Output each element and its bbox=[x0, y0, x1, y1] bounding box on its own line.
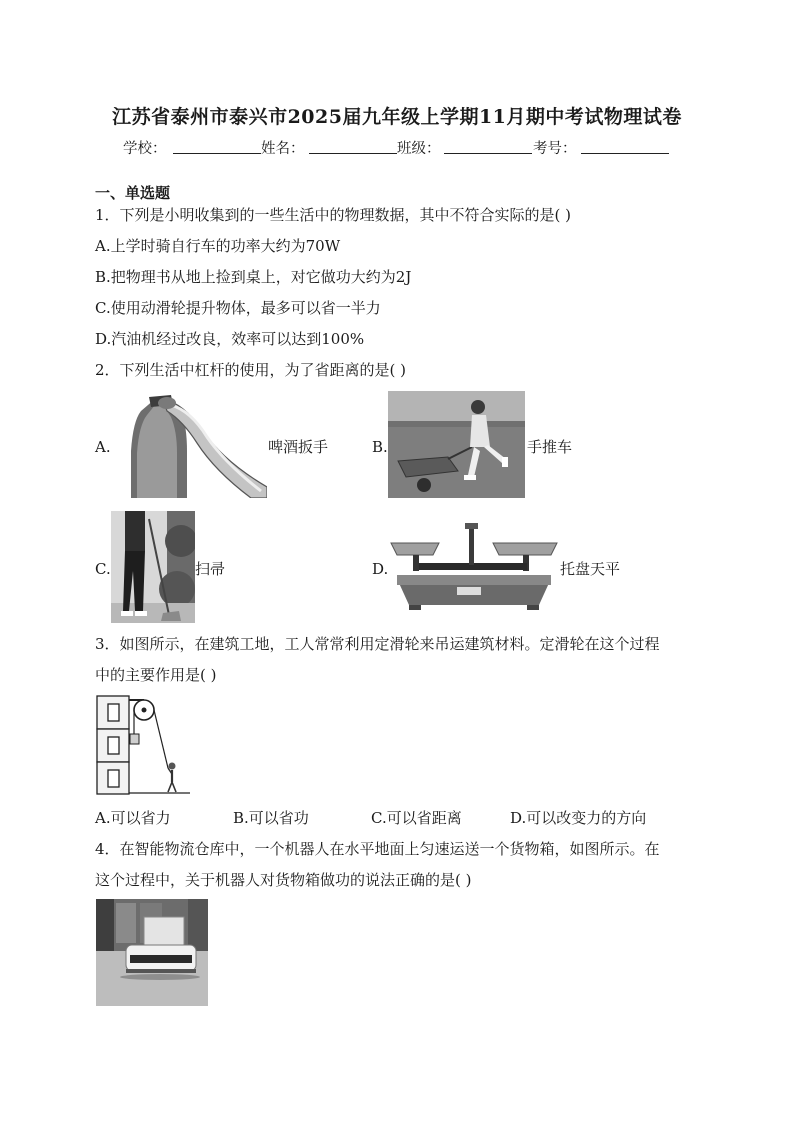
q1-stem: 1．下列是小明收集到的一些生活中的物理数据，其中不符合实际的是( ) bbox=[95, 206, 572, 224]
name-blank[interactable] bbox=[309, 137, 397, 154]
q4-stem-line1: 4．在智能物流仓库中，一个机器人在水平地面上匀速运送一个货物箱，如图所示。在 bbox=[95, 840, 660, 858]
class-label: 班级： bbox=[397, 141, 441, 157]
robot-warehouse-image bbox=[96, 899, 208, 1006]
wheelbarrow-image bbox=[388, 391, 525, 498]
section-heading: 一、单选题 bbox=[95, 184, 171, 202]
q2-option-c-label: 扫帚 bbox=[195, 560, 226, 578]
q2-option-c-letter: C. bbox=[95, 560, 111, 578]
number-label: 考号： bbox=[533, 141, 577, 157]
class-blank[interactable] bbox=[444, 137, 532, 154]
q1-option-d: D.汽油机经过改良，效率可以达到100% bbox=[95, 330, 365, 348]
q4-stem-line2: 这个过程中，关于机器人对货物箱做功的说法正确的是( ) bbox=[95, 871, 472, 889]
name-label: 姓名： bbox=[261, 141, 305, 157]
q2-option-b-letter: B. bbox=[372, 438, 388, 456]
pulley-diagram bbox=[96, 694, 192, 798]
beer-opener-image bbox=[111, 391, 267, 498]
q1-option-a: A.上学时骑自行车的功率大约为70W bbox=[95, 237, 341, 255]
school-blank[interactable] bbox=[173, 137, 261, 154]
school-label: 学校： bbox=[123, 141, 167, 157]
q3-stem-line1: 3．如图所示，在建筑工地，工人常常利用定滑轮来吊运建筑材料。定滑轮在这个过程 bbox=[95, 635, 660, 653]
q2-option-d-letter: D. bbox=[372, 560, 389, 578]
balance-scale-image bbox=[389, 521, 559, 611]
number-blank[interactable] bbox=[581, 137, 669, 154]
q1-option-c: C.使用动滑轮提升物体，最多可以省一半力 bbox=[95, 299, 381, 317]
q3-stem-line2: 中的主要作用是( ) bbox=[95, 666, 217, 684]
page-title: 江苏省泰州市泰兴市2025届九年级上学期11月期中考试物理试卷 bbox=[112, 106, 682, 128]
q2-option-b-label: 手推车 bbox=[527, 438, 573, 456]
q1-option-b: B.把物理书从地上捡到桌上，对它做功大约为2J bbox=[95, 268, 412, 286]
broom-image bbox=[111, 511, 195, 623]
q2-stem: 2．下列生活中杠杆的使用，为了省距离的是( ) bbox=[95, 361, 407, 379]
q2-option-d-label: 托盘天平 bbox=[560, 560, 621, 578]
q2-option-a-letter: A. bbox=[95, 438, 111, 456]
q3-option-a: A.可以省力 bbox=[95, 809, 171, 827]
q3-option-c: C.可以省距离 bbox=[371, 809, 462, 827]
q3-option-b: B.可以省功 bbox=[233, 809, 309, 827]
q3-option-d: D.可以改变力的方向 bbox=[510, 809, 647, 827]
q2-option-a-label: 啤酒扳手 bbox=[268, 438, 329, 456]
